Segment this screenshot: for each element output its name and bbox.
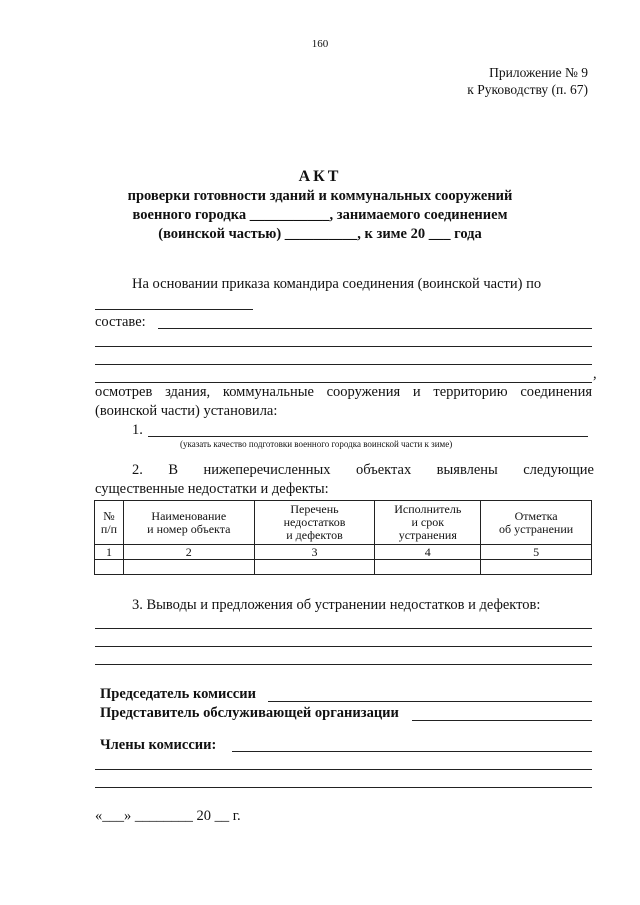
composition-line-1 [158,328,592,329]
table-cell: 4 [375,545,481,560]
title-line-3: (воинской частью) __________, к зиме 20 ___ года [158,226,482,242]
header-elimination-mark: Отметка об устранении [481,501,592,545]
header-number: № п/п [95,501,124,545]
item-2-line-2: существенные недостатки и дефекты: [95,481,329,497]
table-cell [123,560,254,575]
comma: , [593,366,597,382]
members-line-3 [95,787,592,788]
table-cell: 1 [95,545,124,560]
composition-line-2 [95,346,592,347]
header-defects-list: Перечень недостатков и дефектов [254,501,375,545]
document-title: АКТ [298,168,342,185]
composition-label: составе: [95,314,146,330]
members-line-2 [95,769,592,770]
appendix-line-2: к Руководству (п. 67) [467,82,588,97]
intro-line-1: На основании приказа командира соединения (воинской части) по [132,276,542,292]
header-object-name: Наименование и номер объекта [123,501,254,545]
page-number: 160 [311,38,329,50]
title-line-2: военного городка ___________, занимаемого соединением [132,207,508,223]
conclusions-line-3 [95,664,592,665]
table-cell: 5 [481,545,592,560]
table-number-row [95,545,592,560]
members-line-1 [232,751,592,752]
representative-label: Представитель обслуживающей организации [100,705,399,721]
table-cell [254,560,375,575]
intro-line-5: осмотрев здания, коммунальные сооружения и территорию соединения [95,384,592,400]
composition-line-4 [95,382,592,383]
representative-line [412,720,592,721]
table-cell: 2 [123,545,254,560]
title-line-1: проверки готовности зданий и коммунальных сооружений [127,188,513,204]
composition-line-3 [95,364,592,365]
date-line: «___» ________ 20 __ г. [95,808,241,824]
table-header-row [95,501,592,545]
item-1-number: 1. [132,422,143,438]
item-1-line [148,436,588,437]
members-label: Члены комиссии: [100,737,217,753]
table-cell: 3 [254,545,375,560]
chairman-line [268,701,592,702]
order-field-line [95,309,253,310]
header-executor: Исполнитель и срок устранения [375,501,481,545]
table-cell [95,560,124,575]
appendix-line-1: Приложение № 9 [489,65,588,80]
item-3-heading: 3. Выводы и предложения об устранении недостатков и дефектов: [132,597,541,613]
table-cell [481,560,592,575]
defects-table [94,500,592,575]
intro-line-6: (воинской части) установила: [95,403,278,419]
chairman-label: Председатель комиссии [100,686,256,702]
table-row [95,560,592,575]
appendix-note [467,64,588,98]
conclusions-line-1 [95,628,592,629]
item-2-line-1: 2. В нижеперечисленных объектах выявлены следующие [132,462,594,478]
conclusions-line-2 [95,646,592,647]
table-cell [375,560,481,575]
item-1-hint: (указать качество подготовки военного городка воинской части к зиме) [180,439,453,449]
